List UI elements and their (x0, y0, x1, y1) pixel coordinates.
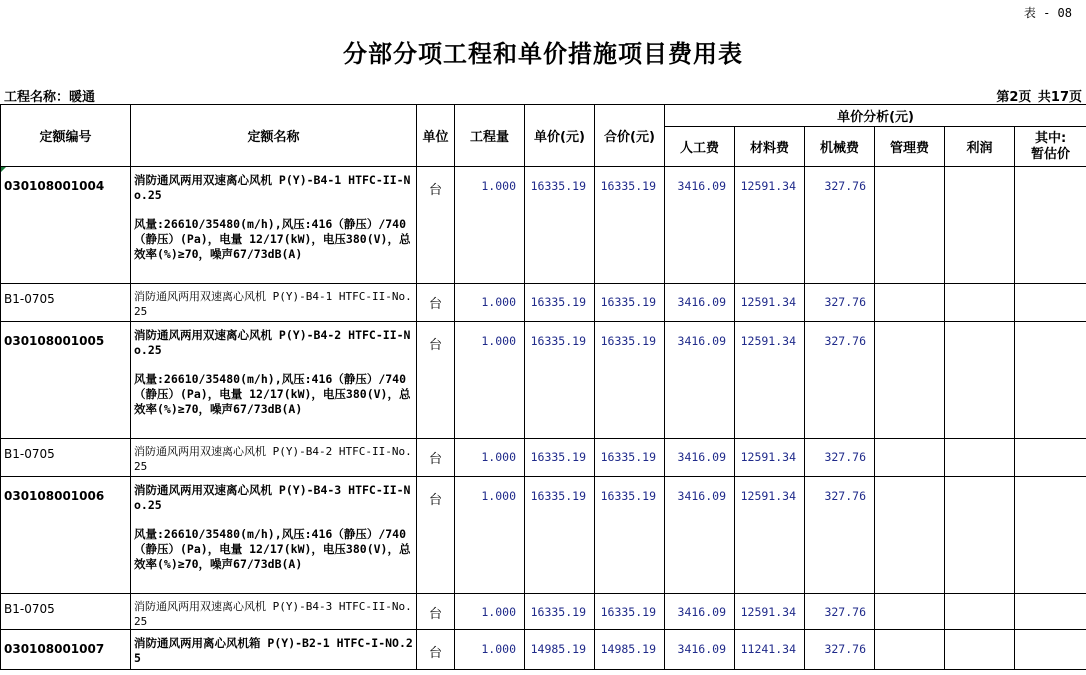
row-total: 16335.19 (595, 594, 665, 630)
row-total: 14985.19 (595, 630, 665, 670)
header-unit: 单位 (417, 105, 455, 167)
row-profit (945, 439, 1015, 477)
row-unit-price: 16335.19 (525, 322, 595, 439)
comment-marker-icon (1, 167, 6, 172)
row-material: 12591.34 (735, 594, 805, 630)
row-profit (945, 284, 1015, 322)
row-code: B1-0705 (4, 292, 55, 306)
row-provisional (1015, 284, 1086, 322)
page-current: 第2页 (996, 90, 1032, 105)
row-management (875, 630, 945, 670)
row-feature: 风量:26610/35480(m/h),风压:416（静压）/740（静压）(Pa)，电量 12/17(kW)，电压380(V)，总效率(%)≥70，噪声67/73dB(A) (134, 372, 411, 416)
row-machine: 327.76 (805, 439, 875, 477)
row-code: 030108001005 (4, 334, 105, 348)
table-row (1, 322, 1086, 439)
row-code-cell (1, 630, 131, 670)
row-name: 消防通风两用离心风机箱 P(Y)-B2-1 HTFC-I-NO.25 (131, 630, 417, 670)
table-row (1, 439, 1086, 477)
row-code-cell (1, 167, 131, 284)
form-number: 表 - 08 (1023, 6, 1072, 20)
row-material: 12591.34 (735, 322, 805, 439)
table-row (1, 477, 1086, 594)
row-code-cell (1, 322, 131, 439)
row-profit (945, 477, 1015, 594)
table-row (1, 630, 1086, 670)
header-management: 管理费 (875, 127, 945, 167)
row-provisional (1015, 167, 1086, 284)
row-quantity: 1.000 (455, 630, 525, 670)
row-code: 030108001006 (4, 489, 105, 503)
row-machine: 327.76 (805, 477, 875, 594)
table-row (1, 167, 1086, 284)
row-unit: 台 (417, 630, 455, 670)
row-management (875, 167, 945, 284)
row-code: B1-0705 (4, 447, 55, 461)
row-name: 消防通风两用双速离心风机 P(Y)-B4-3 HTFC-II-No.25 (134, 483, 411, 512)
row-material: 11241.34 (735, 630, 805, 670)
project-name: 工程名称：暖通 (4, 90, 96, 105)
row-machine: 327.76 (805, 630, 875, 670)
row-code: 030108001007 (4, 642, 105, 656)
row-code-cell (1, 284, 131, 322)
header-quantity: 工程量 (455, 105, 525, 167)
row-unit-price: 16335.19 (525, 439, 595, 477)
row-code: 030108001004 (4, 179, 105, 193)
row-material: 12591.34 (735, 167, 805, 284)
header-code: 定额编号 (1, 105, 131, 167)
row-unit: 台 (417, 477, 455, 594)
header-profit: 利润 (945, 127, 1015, 167)
page-title: 分部分项工程和单价措施项目费用表 (343, 39, 743, 68)
row-total: 16335.19 (595, 439, 665, 477)
cost-table (0, 104, 1086, 670)
row-machine: 327.76 (805, 594, 875, 630)
page-total: 共17页 (1037, 90, 1082, 105)
row-code-cell (1, 594, 131, 630)
row-quantity: 1.000 (455, 322, 525, 439)
row-management (875, 477, 945, 594)
row-profit (945, 322, 1015, 439)
header-name: 定额名称 (131, 105, 417, 167)
row-profit (945, 630, 1015, 670)
row-machine: 327.76 (805, 284, 875, 322)
row-unit: 台 (417, 594, 455, 630)
row-unit: 台 (417, 439, 455, 477)
row-name: 消防通风两用双速离心风机 P(Y)-B4-3 HTFC-II-No.25 (131, 594, 417, 630)
row-provisional (1015, 439, 1086, 477)
row-labor: 3416.09 (665, 439, 735, 477)
row-feature: 风量:26610/35480(m/h),风压:416（静压）/740（静压）(Pa)，电量 12/17(kW)，电压380(V)，总效率(%)≥70，噪声67/73dB(A) (134, 217, 411, 261)
row-profit (945, 167, 1015, 284)
row-provisional (1015, 630, 1086, 670)
header-labor: 人工费 (665, 127, 735, 167)
row-management (875, 439, 945, 477)
row-quantity: 1.000 (455, 284, 525, 322)
row-unit-price: 16335.19 (525, 477, 595, 594)
row-labor: 3416.09 (665, 284, 735, 322)
row-unit-price: 16335.19 (525, 167, 595, 284)
header-unit-price: 单价(元) (525, 105, 595, 167)
row-unit-price: 16335.19 (525, 594, 595, 630)
row-quantity: 1.000 (455, 594, 525, 630)
table-row (1, 284, 1086, 322)
row-unit: 台 (417, 322, 455, 439)
row-machine: 327.76 (805, 322, 875, 439)
page-info (994, 86, 1082, 105)
table-row (1, 594, 1086, 630)
row-management (875, 284, 945, 322)
row-code: B1-0705 (4, 602, 55, 616)
row-name-cell (131, 477, 417, 594)
row-name-cell (131, 167, 417, 284)
row-unit: 台 (417, 284, 455, 322)
row-labor: 3416.09 (665, 630, 735, 670)
row-labor: 3416.09 (665, 594, 735, 630)
row-total: 16335.19 (595, 284, 665, 322)
header-provisional-line1: 其中: (1034, 130, 1067, 146)
row-name: 消防通风两用双速离心风机 P(Y)-B4-1 HTFC-II-No.25 (131, 284, 417, 322)
row-material: 12591.34 (735, 284, 805, 322)
row-labor: 3416.09 (665, 167, 735, 284)
row-name: 消防通风两用双速离心风机 P(Y)-B4-2 HTFC-II-No.25 (131, 439, 417, 477)
row-management (875, 322, 945, 439)
header-total-price: 合价(元) (595, 105, 665, 167)
header-machine: 机械费 (805, 127, 875, 167)
row-unit-price: 14985.19 (525, 630, 595, 670)
row-material: 12591.34 (735, 477, 805, 594)
row-code-cell (1, 477, 131, 594)
row-total: 16335.19 (595, 167, 665, 284)
header-provisional-line2: 暂估价 (1031, 146, 1071, 162)
row-provisional (1015, 477, 1086, 594)
row-total: 16335.19 (595, 477, 665, 594)
row-management (875, 594, 945, 630)
row-labor: 3416.09 (665, 477, 735, 594)
row-quantity: 1.000 (455, 167, 525, 284)
header-provisional (1015, 127, 1086, 167)
row-quantity: 1.000 (455, 477, 525, 594)
row-labor: 3416.09 (665, 322, 735, 439)
row-name: 消防通风两用双速离心风机 P(Y)-B4-2 HTFC-II-No.25 (134, 328, 411, 357)
row-unit: 台 (417, 167, 455, 284)
row-machine: 327.76 (805, 167, 875, 284)
row-profit (945, 594, 1015, 630)
row-provisional (1015, 322, 1086, 439)
row-name: 消防通风两用双速离心风机 P(Y)-B4-1 HTFC-II-No.25 (134, 173, 411, 202)
row-code-cell (1, 439, 131, 477)
row-unit-price: 16335.19 (525, 284, 595, 322)
header-analysis: 单价分析(元) (665, 105, 1086, 127)
row-provisional (1015, 594, 1086, 630)
header-material: 材料费 (735, 127, 805, 167)
row-quantity: 1.000 (455, 439, 525, 477)
row-feature: 风量:26610/35480(m/h),风压:416（静压）/740（静压）(Pa)，电量 12/17(kW)，电压380(V)，总效率(%)≥70，噪声67/73dB(A) (134, 527, 411, 571)
row-material: 12591.34 (735, 439, 805, 477)
row-name-cell (131, 322, 417, 439)
row-total: 16335.19 (595, 322, 665, 439)
